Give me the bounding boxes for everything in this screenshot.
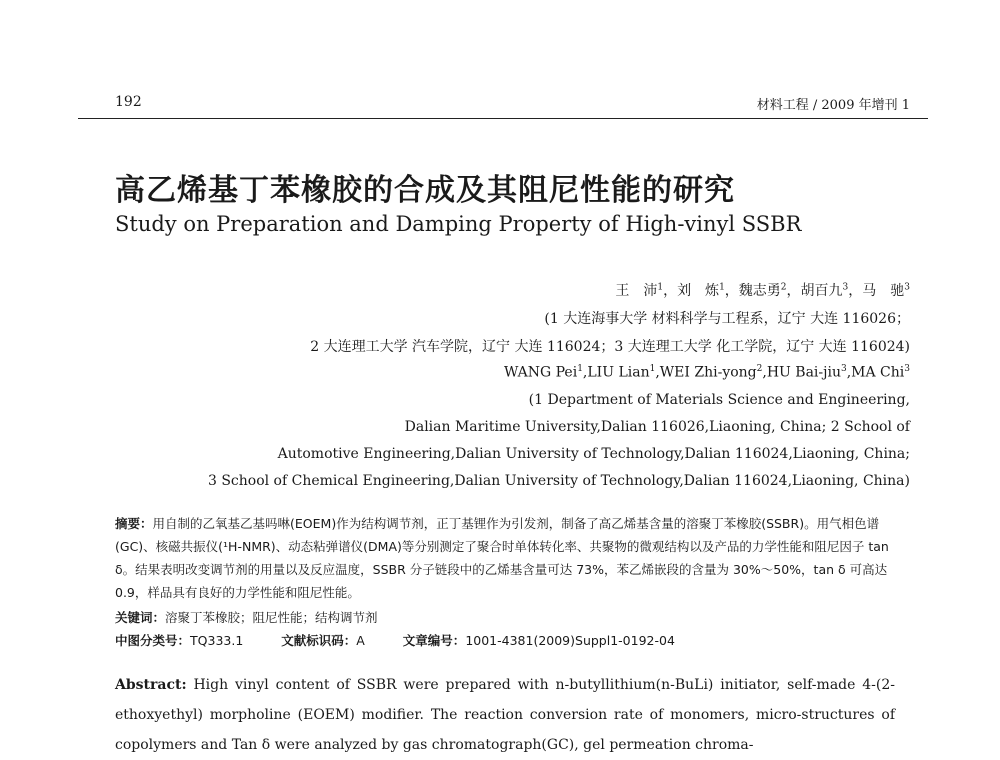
abstract-cn	[115, 512, 895, 604]
author-sup: 3	[904, 282, 910, 293]
author-sup: 2	[756, 364, 763, 374]
header-rule	[78, 118, 928, 119]
author-name: 王 沛	[615, 283, 658, 299]
author-sup: 1	[577, 364, 583, 374]
classification-line	[115, 629, 895, 652]
abstract-cn-label: 摘要：	[115, 516, 153, 531]
affiliation-cn-line2: 2 大连理工大学 汽车学院，辽宁 大连 116024；3 大连理工大学 化工学院，辽宁 大连 116024)	[310, 339, 910, 355]
authors-en: WANG Pei$^1$,LIU Lian$^1$,WEI Zhi-yong$^2$,HU Bai-jiu$^3$,MA Chi$^3$	[503, 364, 910, 381]
author-name: MA Chi	[851, 364, 905, 381]
author-sup: 2	[780, 282, 787, 293]
author-sup: 1	[719, 282, 725, 293]
keywords-text: 溶聚丁苯橡胶；阻尼性能；结构调节剂	[165, 610, 378, 625]
doc-code-value: A	[356, 633, 365, 648]
abstract-en-text: High vinyl content of SSBR were prepared with n-butyllithium(n-BuLi) initiator, self-made 4-(2-ethoxyethyl) morpholine (EOEM) modifier. The reaction conversion rate of monomers, micro-structures of copolymers and Tan δ were analyzed by gas chromatograph(GC), gel permeation chroma-	[115, 677, 895, 753]
clc-value: TQ333.1	[190, 633, 244, 648]
author-name: 马 驰	[862, 283, 905, 299]
affiliation-en-line3: Automotive Engineering,Dalian University of Technology,Dalian 116024,Liaoning, China;	[277, 446, 910, 462]
doc-code-label: 文献标识码：	[281, 633, 357, 648]
author-name: 魏志勇	[738, 283, 781, 299]
authors-cn: 王 沛$^1$，刘 炼$^1$，魏志勇$^2$，胡百九$^3$，马 驰$^3$	[615, 282, 910, 299]
affiliation-en-line2: Dalian Maritime University,Dalian 116026,Liaoning, China; 2 School of	[404, 419, 910, 435]
author-sup: 1	[649, 364, 656, 374]
author-sup: 3	[840, 364, 847, 374]
affiliation-cn-line1: (1 大连海事大学 材料科学与工程系，辽宁 大连 116026；	[544, 311, 910, 327]
author-name: 胡百九	[800, 283, 843, 299]
title-chinese: 高乙烯基丁苯橡胶的合成及其阻尼性能的研究	[115, 173, 735, 208]
author-name: HU Bai-jiu	[766, 364, 841, 381]
abstract-cn-text: 用自制的乙氧基乙基吗啉(EOEM)作为结构调节剂，正丁基锂作为引发剂，制备了高乙烯基含量的溶聚丁苯橡胶(SSBR)。用气相色谱(GC)、核磁共振仪(¹H-NMR)、动态粘弹谱仪(DMA)等分别测定了聚合时单体转化率、共聚物的微观结构以及产品的力学性能和阻尼因子 tan δ。结果表明改变调节剂的用量以及反应温度，SSBR 分子链段中的乙烯基含量可达 73%，苯乙烯嵌段的含量为 30%～50%，tan δ 可高达 0.9，样品具有良好的力学性能和阻尼性能。	[115, 516, 889, 600]
journal-name: 材料工程 / 2009 年增刊 1	[756, 98, 910, 113]
title-english: Study on Preparation and Damping Property of High-vinyl SSBR	[115, 212, 802, 236]
keywords-cn	[115, 606, 895, 629]
article-number-label: 文章编号：	[402, 633, 466, 648]
affiliation-en-line4: 3 School of Chemical Engineering,Dalian University of Technology,Dalian 116024,Liaoning, China)	[207, 473, 910, 489]
article-number-value: 1001-4381(2009)Suppl1-0192-04	[465, 633, 675, 648]
author-name: LIU Lian	[587, 364, 650, 381]
author-sup: 3	[904, 364, 910, 374]
page-number: 192	[115, 94, 142, 110]
affiliation-en-line1: (1 Department of Materials Science and Engineering,	[528, 392, 910, 408]
abstract-en	[115, 670, 895, 760]
keywords-label: 关键词：	[115, 610, 166, 625]
author-sup: 1	[657, 282, 664, 293]
author-name: WEI Zhi-yong	[659, 364, 757, 381]
abstract-en-label: Abstract:	[115, 677, 187, 693]
author-name: 刘 炼	[677, 283, 720, 299]
author-sup: 3	[842, 282, 849, 293]
clc-label: 中图分类号：	[115, 633, 191, 648]
author-name: WANG Pei	[503, 364, 578, 381]
